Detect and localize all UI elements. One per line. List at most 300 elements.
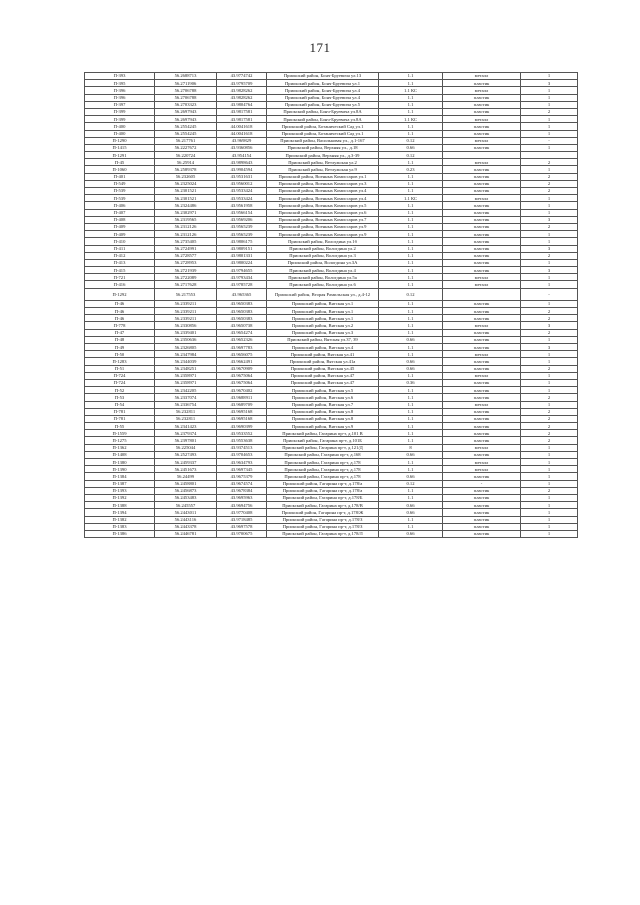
cell-volume: 1.1 <box>379 274 443 281</box>
cell-material: пластик <box>443 387 521 394</box>
cell-id: П-415 <box>85 267 155 274</box>
cell-lon: 43.9800224 <box>217 259 267 266</box>
cell-lon: 43.9688911 <box>217 394 267 401</box>
cell-lon: 43.9689709 <box>217 401 267 408</box>
cell-volume: 1.1 <box>379 223 443 230</box>
cell-volume: 1.1 <box>379 180 443 187</box>
cell-volume: 1.1 <box>379 308 443 315</box>
cell-id: П-1291 <box>85 152 155 159</box>
cell-material: пластик <box>443 344 521 351</box>
cell-lat: 56.2339211 <box>155 315 217 322</box>
cell-volume: 1.1 <box>379 123 443 130</box>
cell-id: П-1275 <box>85 437 155 444</box>
cell-address: Приокский район, Гагарина пр-т, д.178/Л <box>267 530 379 537</box>
cell-lon: 43.9652326 <box>217 336 267 343</box>
cell-material: пластик <box>443 315 521 322</box>
cell-id: П-549 <box>85 180 155 187</box>
cell-volume: 1.1 <box>379 101 443 108</box>
cell-address: Приокский район, Гагарина пр-т, д.101 В <box>267 430 379 437</box>
table-row <box>85 209 578 216</box>
cell-lon: 43.9817581 <box>217 108 267 115</box>
cell-id: П-395 <box>85 80 155 87</box>
cell-volume: 0.66 <box>379 336 443 343</box>
cell-lon: 43.9690399 <box>217 423 267 430</box>
cell-address: Приокский район, Вятская ул.9 <box>267 423 379 430</box>
cell-material: пластик <box>443 329 521 336</box>
cell-lon: 43.9662491 <box>217 358 267 365</box>
table-row <box>85 480 578 487</box>
cell-count: 1 <box>521 466 578 473</box>
cell-count: 1 <box>521 516 578 523</box>
cell-id: П-1392 <box>85 494 155 501</box>
cell-volume: 1.1 <box>379 494 443 501</box>
cell-volume: 0.12 <box>379 288 443 300</box>
cell-count: 1 <box>521 231 578 238</box>
cell-material: пластик <box>443 130 521 137</box>
cell-count: 1 <box>521 101 578 108</box>
cell-address: Приокский район, Бонч-Бруевича ул.8А <box>267 108 379 115</box>
cell-material: пластик <box>443 238 521 245</box>
cell-id: П-409 <box>85 223 155 230</box>
cell-lon: 43.9675379 <box>217 473 267 480</box>
cell-count: 1 <box>521 274 578 281</box>
table-row <box>85 387 578 394</box>
cell-count: 2 <box>521 329 578 336</box>
cell-lat: 56.25914 <box>155 159 217 166</box>
cell-address: Приокский район, Вятская ул.3 <box>267 329 379 336</box>
cell-material <box>443 152 521 159</box>
cell-count: 1 <box>521 336 578 343</box>
cell-count: 1 <box>521 459 578 466</box>
cell-id: П-1292 <box>85 288 155 300</box>
table-row <box>85 351 578 358</box>
cell-count: 1 <box>521 209 578 216</box>
cell-address: Приокский район, Гагарина пр-т, д.178/а <box>267 480 379 487</box>
cell-id: П-54 <box>85 401 155 408</box>
cell-material: пластик <box>443 123 521 130</box>
cell-lon: 43.9795709 <box>217 80 267 87</box>
cell-volume: 0.66 <box>379 365 443 372</box>
cell-id: П-409 <box>85 231 155 238</box>
cell-material: - <box>443 480 521 487</box>
cell-material: металл <box>443 274 521 281</box>
cell-address: Приокский район, Бонч-Бруевича ул.5 <box>267 101 379 108</box>
table-row <box>85 223 578 230</box>
cell-id: П-1393 <box>85 487 155 494</box>
cell-volume: 1.1 <box>379 259 443 266</box>
cell-count: 1 <box>521 451 578 458</box>
cell-lat: 56.2722089 <box>155 274 217 281</box>
cell-id: П-399 <box>85 108 155 115</box>
cell-volume: 1.1 <box>379 73 443 80</box>
cell-address: Приокский район, Гагарина пр-т, д.178/Ж <box>267 509 379 516</box>
cell-count: 1 <box>521 502 578 509</box>
cell-material: пластик <box>443 173 521 180</box>
table-row <box>85 202 578 209</box>
table-row <box>85 180 578 187</box>
cell-lat: 56.225044 <box>155 444 217 451</box>
cell-volume: 0.66 <box>379 509 443 516</box>
cell-id: П-1362 <box>85 444 155 451</box>
table-row <box>85 188 578 195</box>
cell-volume: 1.1 <box>379 516 443 523</box>
cell-volume: 1.1 <box>379 415 443 422</box>
table-row <box>85 358 578 365</box>
cell-address: Приокский район, Ветлужская ул.2 <box>267 159 379 166</box>
table-row <box>85 466 578 473</box>
cell-id: П-406 <box>85 202 155 209</box>
cell-material: металл <box>443 351 521 358</box>
cell-lat: 56.2728577 <box>155 252 217 259</box>
cell-material: пластик <box>443 202 521 209</box>
cell-lon: 43.9634793 <box>217 459 267 466</box>
cell-count: 1 <box>521 358 578 365</box>
page-number: 171 <box>309 40 331 55</box>
cell-lon: 43.9898643 <box>217 159 267 166</box>
cell-id: П-397 <box>85 101 155 108</box>
cell-address: Приокский район, Гагарина пр-т, д.178/З <box>267 523 379 530</box>
cell-id: П-724 <box>85 379 155 386</box>
cell-count: 1 <box>521 116 578 123</box>
cell-volume: 1.1 КС <box>379 195 443 202</box>
cell-address: Приокский район, Вятская ул.47 <box>267 379 379 386</box>
cell-volume: 1.1 <box>379 387 443 394</box>
cell-volume: 1.1 <box>379 281 443 288</box>
cell-material: пластик <box>443 430 521 437</box>
cell-id: П-50 <box>85 351 155 358</box>
cell-address: Приокский район, Вятская ул.1 <box>267 300 379 307</box>
cell-volume: 1.1 <box>379 423 443 430</box>
cell-count: 2 <box>521 430 578 437</box>
cell-lat: 56.2456873 <box>155 487 217 494</box>
table-row <box>85 530 578 537</box>
cell-address: Приокский район, Вятская ул.41 <box>267 351 379 358</box>
cell-address: Приокский район, Вторая Рамильская ул., д.4-12 <box>267 288 379 300</box>
cell-address: Приокский район, Вологдина ул.5а <box>267 274 379 281</box>
cell-count: 2 <box>521 365 578 372</box>
cell-lat: 56.2330856 <box>155 322 217 329</box>
cell-volume: 0.66 <box>379 473 443 480</box>
cell-id: П-49 <box>85 344 155 351</box>
table-row <box>85 437 578 444</box>
cell-material: пластик <box>443 231 521 238</box>
cell-address: Приокский район, Вологдина ул.4 <box>267 267 379 274</box>
cell-lon: 43.9656075 <box>217 351 267 358</box>
cell-count: 1 <box>521 444 578 451</box>
cell-count: 2 <box>521 437 578 444</box>
table-row <box>85 274 578 281</box>
cell-count: 1 <box>521 166 578 173</box>
table-row <box>85 267 578 274</box>
cell-volume: 1.1 <box>379 173 443 180</box>
table-row <box>85 394 578 401</box>
cell-address: Приокский район, Вятская ул.8 <box>267 415 379 422</box>
cell-material: пластик <box>443 487 521 494</box>
cell-lon: 43.9828262 <box>217 87 267 94</box>
cell-lat: 56.2326805 <box>155 344 217 351</box>
cell-id: П-1390 <box>85 466 155 473</box>
cell-address: Приокский район, Вятская ул.8 <box>267 408 379 415</box>
cell-volume: 1.1 <box>379 159 443 166</box>
cell-material: пластик <box>443 451 521 458</box>
table-row <box>85 494 578 501</box>
cell-lat: 56.2589378 <box>155 166 217 173</box>
cell-material: пластик <box>443 166 521 173</box>
cell-material: пластик <box>443 415 521 422</box>
table-row <box>85 144 578 151</box>
cell-count: 2 <box>521 223 578 230</box>
cell-lon: 43.9695168 <box>217 408 267 415</box>
cell-count: 3 <box>521 80 578 87</box>
cell-material: металл <box>443 281 521 288</box>
cell-material: пластик <box>443 394 521 401</box>
cell-count: 1 <box>521 281 578 288</box>
cell-id: П-46 <box>85 315 155 322</box>
table-row <box>85 509 578 516</box>
cell-lat: 56.2336754 <box>155 401 217 408</box>
cell-lon: 43.9674574 <box>217 480 267 487</box>
cell-count: 3 <box>521 245 578 252</box>
table-row <box>85 473 578 480</box>
table-row <box>85 116 578 123</box>
cell-address: Приокский район, Военных Комиссаров ул.4 <box>267 195 379 202</box>
cell-lat: 56.2312126 <box>155 231 217 238</box>
cell-lat: 56.2459337 <box>155 459 217 466</box>
cell-lon: 43.9806175 <box>217 238 267 245</box>
cell-lon: 43.9565239 <box>217 231 267 238</box>
table-row <box>85 451 578 458</box>
cell-material: пластик <box>443 365 521 372</box>
cell-address: Приокский район, Военных Комиссаров ул.7 <box>267 216 379 223</box>
cell-lat: 56.2554245 <box>155 130 217 137</box>
cell-address: Приокский район, Вятская ул.5 <box>267 387 379 394</box>
cell-id: П-45 <box>85 159 155 166</box>
cell-lat: 56.2453483 <box>155 494 217 501</box>
table-row <box>85 423 578 430</box>
table-row <box>85 101 578 108</box>
cell-volume: 1.1 <box>379 267 443 274</box>
cell-volume: 1.1 <box>379 216 443 223</box>
cell-lon: 43.9650383 <box>217 308 267 315</box>
cell-id: П-408 <box>85 216 155 223</box>
cell-lat: 56.2358971 <box>155 379 217 386</box>
table-row <box>85 336 578 343</box>
cell-lat: 56.2711906 <box>155 80 217 87</box>
cell-material: пластик <box>443 502 521 509</box>
cell-id: П-48 <box>85 336 155 343</box>
cell-volume: 1.1 <box>379 252 443 259</box>
cell-count: 1 <box>521 300 578 307</box>
cell-id: П-1380 <box>85 459 155 466</box>
cell-lat: 56.2451673 <box>155 466 217 473</box>
cell-address: Приокский район, Военных Комиссаров ул.4 <box>267 188 379 195</box>
cell-address: Приокский район, Вятская ул.4 <box>267 344 379 351</box>
cell-id: П-1383 <box>85 523 155 530</box>
cell-lon: 43.9675064 <box>217 379 267 386</box>
cell-count: 1 <box>521 73 578 80</box>
cell-count: 1 <box>521 473 578 480</box>
cell-lat: 56.2443116 <box>155 516 217 523</box>
cell-lat: 56.24499 <box>155 473 217 480</box>
cell-address: Приокский район, Гагарина пр-т, д.178/В <box>267 502 379 509</box>
cell-material: металл <box>443 159 521 166</box>
cell-volume: 1.1 <box>379 238 443 245</box>
cell-material: металл <box>443 372 521 379</box>
table-row <box>85 365 578 372</box>
cell-lon: 43.969829 <box>217 137 267 144</box>
cell-lat: 56.2397801 <box>155 437 217 444</box>
cell-material: пластик <box>443 216 521 223</box>
cell-id: П-399 <box>85 116 155 123</box>
cell-count: 1 <box>521 379 578 386</box>
cell-material: пластик <box>443 437 521 444</box>
cell-id: П-412 <box>85 252 155 259</box>
cell-lat: 56.2341423 <box>155 423 217 430</box>
cell-id: П-396 <box>85 87 155 94</box>
cell-count: 1 <box>521 401 578 408</box>
cell-address: Приокский район, Гагарина пр-т, д.178/Б <box>267 494 379 501</box>
table-row <box>85 288 578 300</box>
cell-address: Приокский район, Бонч-Бруевича ул.8А <box>267 116 379 123</box>
cell-id: П-400 <box>85 130 155 137</box>
cell-lat: 56.2348251 <box>155 365 217 372</box>
cell-count: 1 <box>521 372 578 379</box>
table-row <box>85 281 578 288</box>
cell-id: П-539 <box>85 195 155 202</box>
cell-lon: 43.9533552 <box>217 430 267 437</box>
table-row <box>85 300 578 307</box>
cell-lon: 43.9793434 <box>217 274 267 281</box>
cell-lon: 43.9801331 <box>217 252 267 259</box>
table-row <box>85 238 578 245</box>
cell-lat: 56.232811 <box>155 415 217 422</box>
cell-address: Приокский район, Бонч-Бруевича ул.4 <box>267 94 379 101</box>
table-row <box>85 430 578 437</box>
cell-address: Приокский район, Военных Комиссаров ул.5 <box>267 202 379 209</box>
cell-count: 2 <box>521 108 578 115</box>
cell-address: Приокский район, Бонч-Бруевича ул.1 <box>267 80 379 87</box>
cell-lat: 56.2339211 <box>155 300 217 307</box>
cell-lon: 43.9904594 <box>217 166 267 173</box>
cell-lon: 43.9809151 <box>217 245 267 252</box>
cell-material: пластик <box>443 423 521 430</box>
cell-count: 2 <box>521 180 578 187</box>
cell-address: Приокский район, Гагарина пр-т, д.178/а <box>267 487 379 494</box>
table-row <box>85 315 578 322</box>
cell-lon: 43.9654274 <box>217 329 267 336</box>
cell-lat: 56.2358971 <box>155 372 217 379</box>
cell-volume: 1.1 <box>379 329 443 336</box>
cell-volume: 0.36 <box>379 379 443 386</box>
cell-lon: 43.9565239 <box>217 223 267 230</box>
table-row <box>85 329 578 336</box>
cell-volume: 1.1 <box>379 408 443 415</box>
cell-address: Приокский район, Гагарина пр-т, д.178 <box>267 466 379 473</box>
cell-material: пластик <box>443 223 521 230</box>
cell-volume: 1.1 <box>379 344 443 351</box>
cell-material: пластик <box>443 180 521 187</box>
table-row <box>85 245 578 252</box>
cell-volume: 1.1 <box>379 300 443 307</box>
cell-count: 1 <box>521 202 578 209</box>
cell-count: 1 <box>521 238 578 245</box>
cell-count: 1 <box>521 387 578 394</box>
table-row <box>85 516 578 523</box>
cell-lat: 56.217553 <box>155 288 217 300</box>
cell-material: пластик <box>443 509 521 516</box>
table-row <box>85 73 578 80</box>
cell-lat: 56.2717628 <box>155 281 217 288</box>
cell-count: - <box>521 137 578 144</box>
cell-material: металл <box>443 322 521 329</box>
cell-id: П-410 <box>85 238 155 245</box>
cell-lat: 56.2319565 <box>155 216 217 223</box>
cell-address: Приокский район, Гагарина пр-т, д.178 <box>267 459 379 466</box>
cell-id: П-393 <box>85 73 155 80</box>
cell-lat: 56.220724 <box>155 152 217 159</box>
cell-id: П-401 <box>85 173 155 180</box>
cell-id: П-1559 <box>85 430 155 437</box>
cell-id: П-778 <box>85 322 155 329</box>
cell-material: пластик <box>443 188 521 195</box>
table-row <box>85 487 578 494</box>
table-row <box>85 379 578 386</box>
cell-id: П-724 <box>85 372 155 379</box>
cell-lat: 56.2527493 <box>155 451 217 458</box>
cell-id: П-1387 <box>85 480 155 487</box>
cell-material: пластик <box>443 379 521 386</box>
cell-lon: 43.9650738 <box>217 322 267 329</box>
cell-lat: 56.232605 <box>155 173 217 180</box>
cell-id: П-1384 <box>85 473 155 480</box>
cell-id: П-1408 <box>85 451 155 458</box>
cell-id: П-413 <box>85 259 155 266</box>
cell-id: П-416 <box>85 281 155 288</box>
cell-count: 1 <box>521 523 578 530</box>
cell-lon: 44.0041618 <box>217 123 267 130</box>
cell-lon: 43.9650383 <box>217 315 267 322</box>
cell-lon: 43.954154 <box>217 152 267 159</box>
cell-volume: 1.1 <box>379 351 443 358</box>
cell-id: П-407 <box>85 209 155 216</box>
table-row <box>85 459 578 466</box>
cell-address: Приокский район, Военных Комиссаров ул.1 <box>267 173 379 180</box>
cell-count: 1 <box>521 509 578 516</box>
cell-lat: 56.2721939 <box>155 267 217 274</box>
cell-id: П-46 <box>85 300 155 307</box>
cell-address: Приокский район, Военных Комиссаров ул.3 <box>267 180 379 187</box>
cell-count: 2 <box>521 252 578 259</box>
table-row <box>85 80 578 87</box>
cell-address: Приокский район, Гагарина пр-т, д.168 <box>267 451 379 458</box>
cell-volume: 1.1 <box>379 487 443 494</box>
cell-material: пластик <box>443 101 521 108</box>
cell-lat: 56.2337074 <box>155 394 217 401</box>
cell-lat: 56.2697943 <box>155 108 217 115</box>
cell-count: 2 <box>521 423 578 430</box>
cell-volume: 0.66 <box>379 358 443 365</box>
cell-lon: 44.0041618 <box>217 130 267 137</box>
cell-address: Приокский район, Военных Комиссаров ул.9 <box>267 223 379 230</box>
cell-count: 2 <box>521 173 578 180</box>
cell-lat: 56.2728953 <box>155 259 217 266</box>
cell-lon: 43.965365 <box>217 288 267 300</box>
cell-volume: 1.1 <box>379 322 443 329</box>
cell-count: 2 <box>521 415 578 422</box>
cell-address: Приокский район, Ботанический Сад ул.1 <box>267 130 379 137</box>
cell-id: П-1290 <box>85 137 155 144</box>
cell-lon: 43.9374513 <box>217 444 267 451</box>
